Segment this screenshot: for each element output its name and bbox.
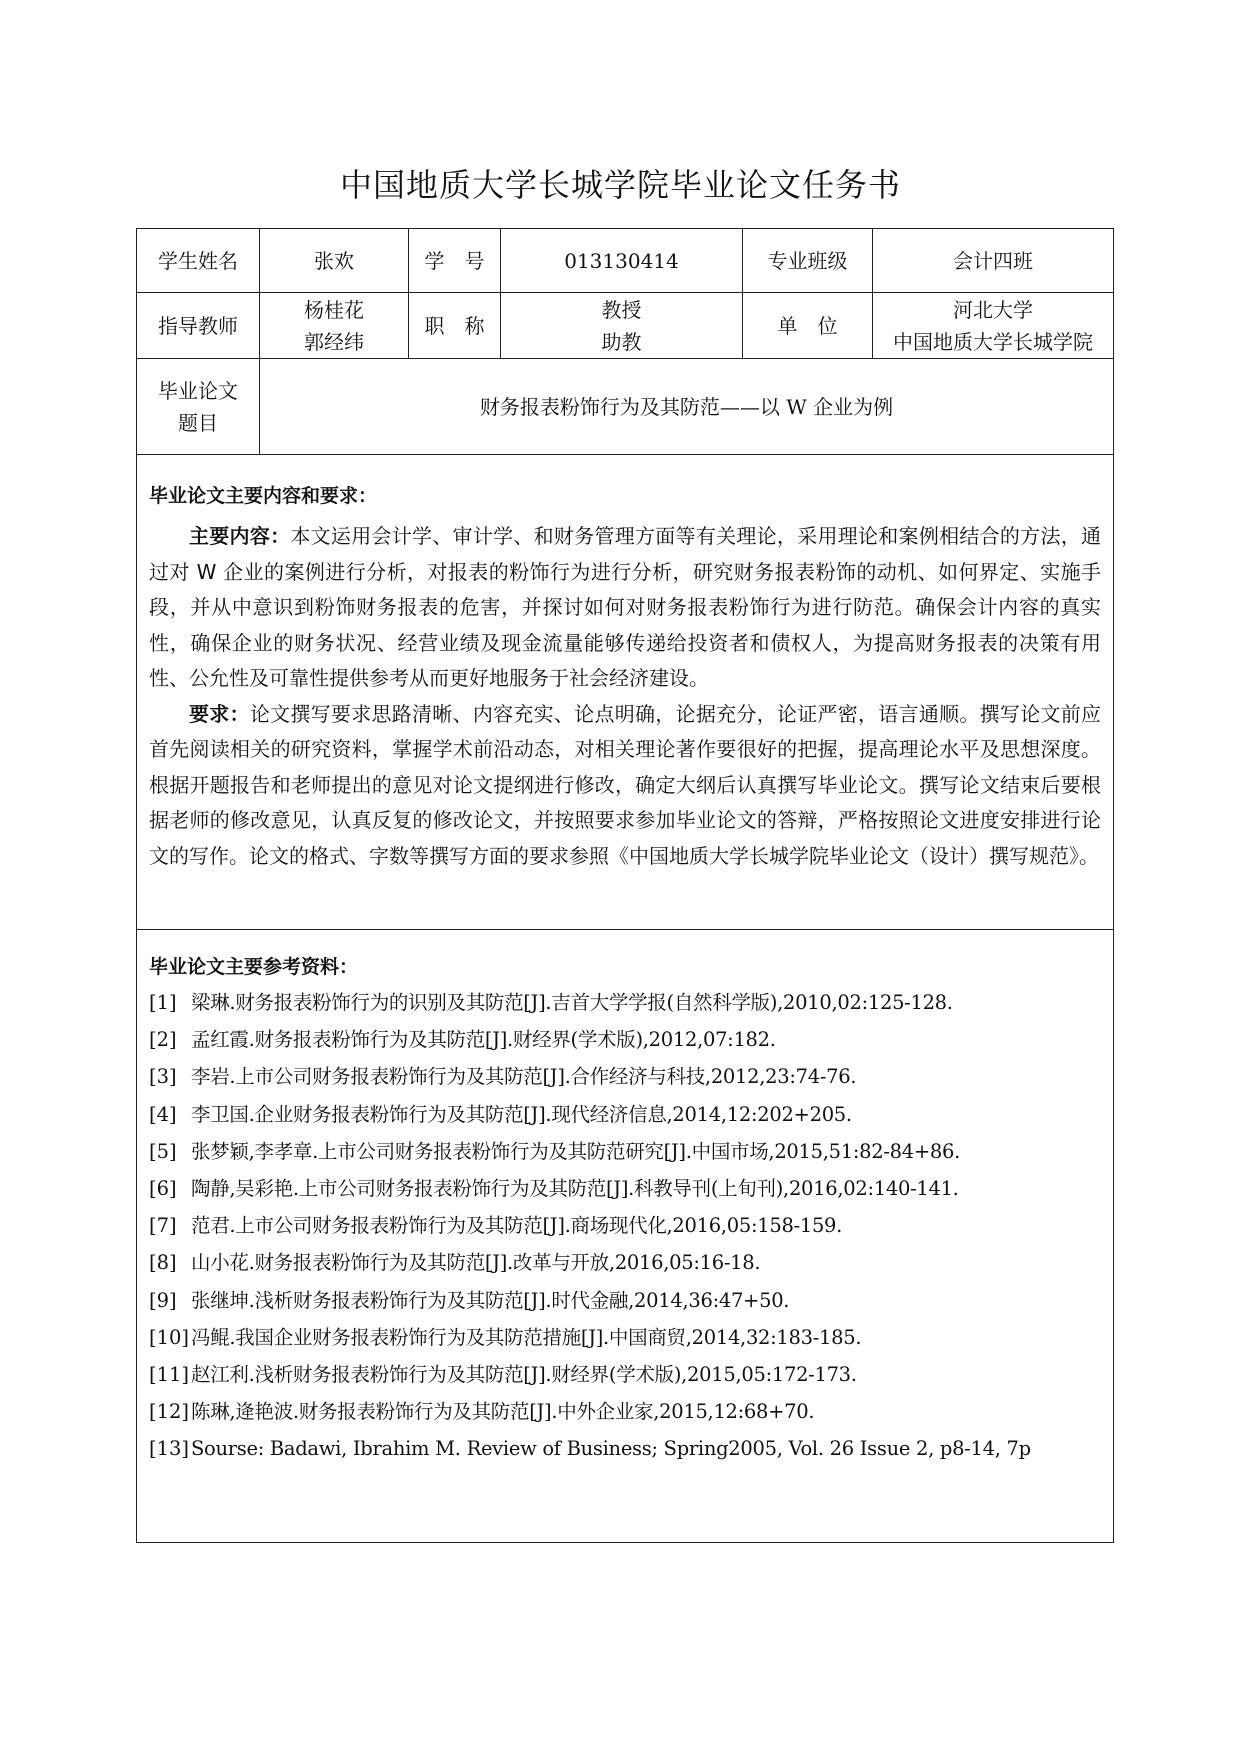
main-content-section [137,455,1114,930]
thesis-title-value: 财务报表粉饰行为及其防范——以 W 企业为例 [260,359,1114,455]
class-label: 专业班级 [743,229,873,293]
reference-text: 李岩.上市公司财务报表粉饰行为及其防范[J].合作经济与科技,2012,23:74-76. [191,1065,857,1089]
reference-index: [7] [149,1214,177,1238]
reference-index: [4] [149,1102,177,1126]
rank-cell [501,293,743,359]
requirements-lead: 要求： [189,701,250,726]
reference-text: 山小花.财务报表粉饰行为及其防范[J].改革与开放,2016,05:16-18. [191,1251,761,1275]
references-row [137,930,1114,1543]
main-content-row [137,455,1114,930]
reference-text: 梁琳.财务报表粉饰行为的识别及其防范[J].吉首大学学报(自然科学版),2010,02:125-128. [191,991,953,1014]
main-content-paragraph [149,519,1101,697]
reference-text: 李卫国.企业财务报表粉饰行为及其防范[J].现代经济信息,2014,12:202+205. [191,1102,852,1126]
rank-values: 教授 助教 [601,297,642,354]
main-content-heading: 毕业论文主要内容和要求： [149,485,378,507]
reference-item [149,1021,1101,1058]
reference-item [149,1393,1101,1430]
reference-text: 陶静,吴彩艳.上市公司财务报表粉饰行为及其防范[J].科教导刊(上旬刊),2016,02:140-141. [191,1177,959,1201]
main-content-text: 本文运用会计学、审计学、和财务管理方面等有关理论，采用理论和案例相结合的方法，通过对 W 企业的案例进行分析，对报表的粉饰行为进行分析，研究财务报表粉饰的动机、如何界定、实施手段，并从中意识到粉饰财务报表的危害，并探讨如何对财务报表粉饰行为进行防范。确保会计内容的真实性，确保企业的财务状况、经营业绩及现金流量能够传递给投资者和债权人，为提高财务报表的决策有用性、公允性及可靠性提供参考从而更好地服务于社会经济建设。 [149,524,1102,690]
reference-text: 张继坤.浅析财务报表粉饰行为及其防范[J].时代金融,2014,36:47+50. [191,1288,790,1312]
reference-item [149,984,1101,1021]
reference-index: [1] [149,991,177,1014]
reference-index: [9] [149,1288,177,1312]
student-id-value: 013130414 [501,229,743,293]
task-form-table [136,228,1114,1543]
reference-index: [5] [149,1139,177,1163]
reference-list [149,984,1101,1468]
thesis-title-row [137,359,1114,455]
unit-label: 单 位 [743,293,873,359]
thesis-title-label: 毕业论文 题目 [158,378,238,435]
reference-item [149,1282,1101,1319]
reference-item [149,1133,1101,1170]
reference-item [149,1207,1101,1244]
reference-index: [11] [149,1363,190,1387]
references-heading: 毕业论文主要参考资料： [149,956,359,978]
reference-index: [8] [149,1251,177,1275]
advisor-names: 杨桂花 郭经纬 [304,297,364,354]
class-value: 会计四班 [873,229,1114,293]
unit-values: 河北大学 中国地质大学长城学院 [893,297,1093,354]
reference-index: [2] [149,1028,177,1052]
reference-index: [10] [149,1325,190,1349]
unit-cell [873,293,1114,359]
reference-item [149,1244,1101,1281]
reference-text: 陈琳,逄艳波.财务报表粉饰行为及其防范[J].中外企业家,2015,12:68+70. [191,1400,815,1424]
reference-text: 赵江利.浅析财务报表粉饰行为及其防范[J].财经界(学术版),2015,05:172-173. [191,1363,857,1387]
reference-index: [3] [149,1065,177,1089]
reference-item [149,1058,1101,1095]
advisor-cell [260,293,409,359]
student-info-row [137,229,1114,293]
reference-item [149,1430,1101,1467]
reference-text: 范君.上市公司财务报表粉饰行为及其防范[J].商场现代化,2016,05:158-159. [191,1214,843,1238]
student-name-label: 学生姓名 [137,229,260,293]
thesis-title-label-cell [137,359,260,455]
reference-item [149,1096,1101,1133]
requirements-paragraph [149,697,1101,875]
reference-index: [6] [149,1177,177,1201]
reference-text: 孟红霞.财务报表粉饰行为及其防范[J].财经界(学术版),2012,07:182. [191,1028,776,1052]
reference-item [149,1356,1101,1393]
reference-index: [12] [149,1400,190,1424]
main-content-lead: 主要内容： [189,524,291,548]
reference-item [149,1170,1101,1207]
references-section [137,930,1114,1543]
rank-label: 职 称 [409,293,501,359]
advisor-info-row [137,293,1114,359]
reference-text: Sourse: Badawi, Ibrahim M. Review of Business; Spring2005, Vol. 26 Issue 2, p8-14, 7p [191,1437,1031,1461]
student-id-label: 学 号 [409,229,501,293]
page-title: 中国地质大学长城学院毕业论文任务书 [339,166,901,204]
advisor-label: 指导教师 [137,293,260,359]
reference-item [149,1319,1101,1356]
reference-text: 张梦颖,李孝章.上市公司财务报表粉饰行为及其防范研究[J].中国市场,2015,51:82-84+86. [191,1139,960,1163]
reference-index: [13] [149,1437,190,1461]
requirements-text: 论文撰写要求思路清晰、内容充实、论点明确，论据充分，论证严密，语言通顺。撰写论文前应首先阅读相关的研究资料，掌握学术前沿动态，对相关理论著作要很好的把握，提高理论水平及思想深度。根据开题报告和老师提出的意见对论文提纲进行修改，确定大纲后认真撰写毕业论文。撰写论文结束后要根据老师的修改意见，认真反复的修改论文，并按照要求参加毕业论文的答辩，严格按照论文进度安排进行论文的写作。论文的格式、字数等撰写方面的要求参照《中国地质大学长城学院毕业论文（设计）撰写规范》。 [149,701,1102,868]
reference-text: 冯鲲.我国企业财务报表粉饰行为及其防范措施[J].中国商贸,2014,32:183-185. [191,1325,862,1349]
student-name-value: 张欢 [260,229,409,293]
